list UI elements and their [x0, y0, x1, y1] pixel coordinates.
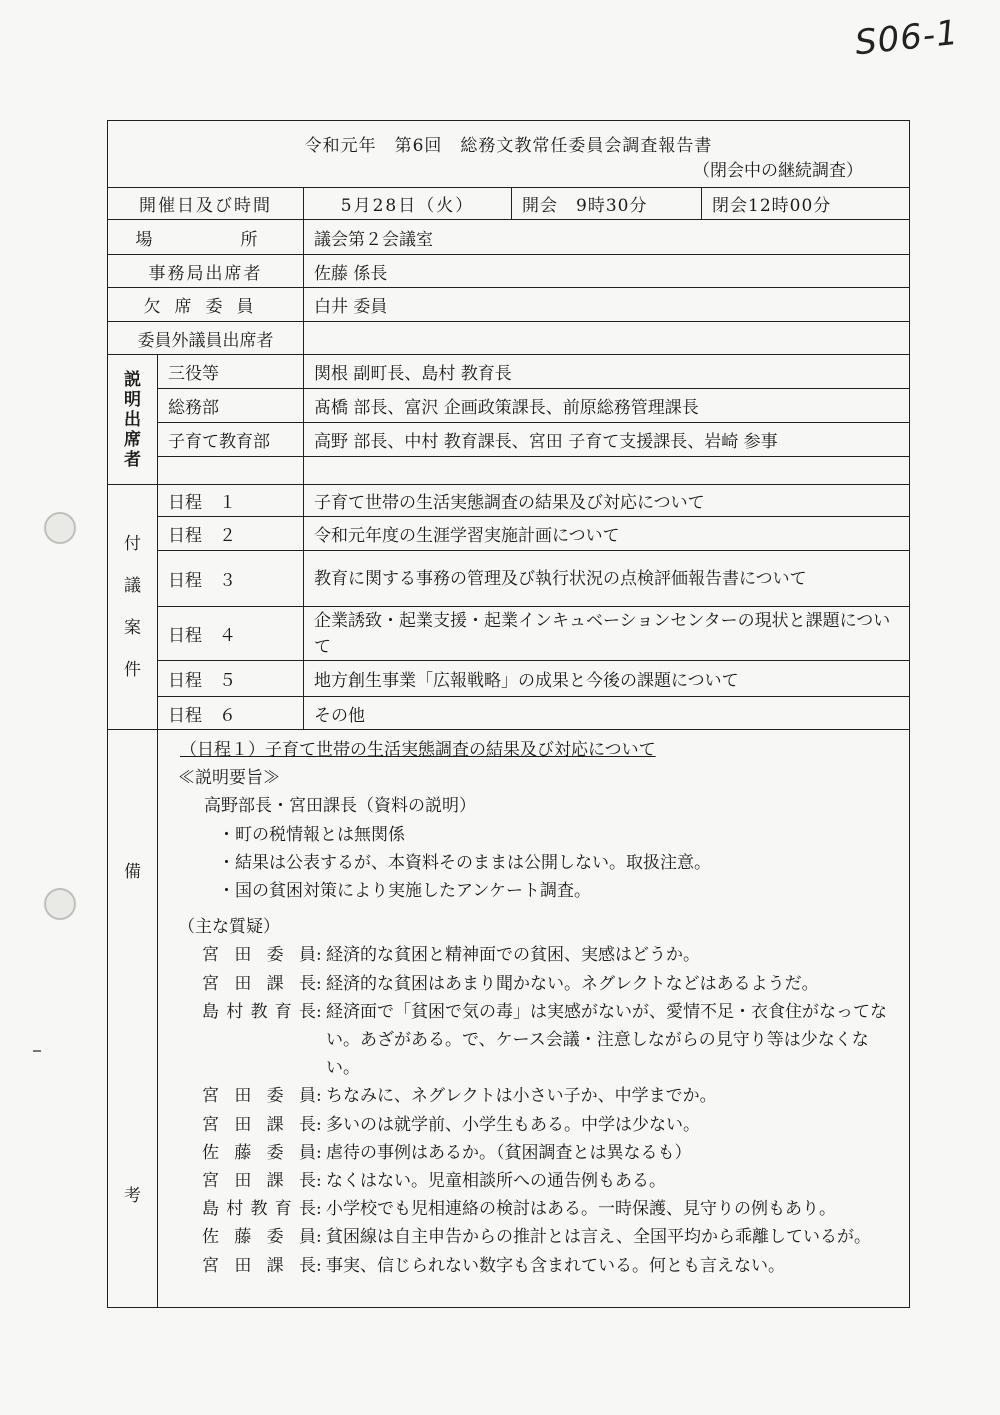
agenda-number: 日程 ６ [158, 697, 304, 730]
qa-entry: 宮田課長 : 多いのは就学前、小学生もある。中学は少ない。 [174, 1111, 899, 1139]
remarks-label [108, 730, 158, 1308]
report-title [108, 121, 910, 188]
meeting-open-time: 開会 9時30分 [512, 188, 702, 220]
report-table [107, 120, 910, 1308]
qa-entry: 宮田委員 : ちなみに、ネグレクトは小さい子か、中学までか。 [174, 1082, 899, 1110]
explain-point: ・結果は公表するが、本資料そのままは公開しない。取扱注意。 [218, 852, 711, 873]
agenda-title: 令和元年度の生涯学習実施計画について [304, 517, 910, 551]
agenda-title: 企業誘致・起業支援・起業インキュベーションセンターの現状と課題について [304, 607, 910, 661]
absent-value: 白井 委員 [304, 288, 910, 322]
place-label: 場 所 [108, 220, 304, 255]
explainer-people: 関根 副町長、島村 教育長 [304, 355, 910, 389]
qa-speaker: 宮田課長 [202, 973, 316, 994]
qa-speaker: 宮田委員 [202, 1086, 316, 1107]
explainer-people: 高野 部長、中村 教育課長、宮田 子育て支援課長、岩崎 参事 [304, 423, 910, 457]
agenda-number: 日程 ４ [158, 607, 304, 661]
secretariat-label: 事務局出席者 [108, 255, 304, 288]
agenda-title: 子育て世帯の生活実態調査の結果及び対応について [304, 485, 910, 517]
agenda-title: その他 [304, 697, 910, 730]
remarks-label-bottom: 考 [124, 1186, 141, 1206]
qa-speaker: 宮田課長 [202, 1255, 316, 1276]
remarks-label-top: 備 [124, 862, 141, 882]
agenda-label: 付 議 案 件 [108, 485, 158, 730]
qa-text: 事実、信じられない数字も含まれている。何とも言えない。 [326, 1255, 785, 1276]
explainer-dept: 子育て教育部 [158, 423, 304, 457]
explainer-dept: 総務部 [158, 389, 304, 423]
qa-speaker: 島村教育長 [202, 1001, 316, 1022]
agenda-title: 教育に関する事務の管理及び執行状況の点検評価報告書について [304, 551, 910, 607]
agenda-title: 地方創生事業「広報戦略」の成果と今後の課題について [304, 661, 910, 697]
qa-entry: 佐藤委員 : 虐待の事例はあるか。（貧困調査とは異なるも） [174, 1139, 899, 1167]
explainers-label: 説 明 出 席 者 [108, 355, 158, 485]
qa-entry: 島村教育長 : 経済面で「貧困で気の毒」は実感がないが、愛情不足・衣食住がなってない。あざがある。で、ケース会議・注意しながらの見守り等は少なくない。 [174, 998, 899, 1083]
qa-speaker: 佐藤委員 [202, 1227, 316, 1248]
qa-text: 経済的な貧困と精神面での貧困、実感はどうか。 [326, 945, 700, 966]
explain-point: ・国の貧困対策により実施したアンケート調査。 [218, 881, 591, 902]
explainer-dept: 三役等 [158, 355, 304, 389]
qa-entry: 宮田課長 : 事実、信じられない数字も含まれている。何とも言えない。 [174, 1252, 899, 1280]
qa-text: 多いのは就学前、小学生もある。中学は少ない。 [326, 1114, 700, 1135]
title-subtitle: （閉会中の継続調査） [693, 161, 863, 181]
agenda-number: 日程 ３ [158, 551, 304, 607]
qa-speaker: 島村教育長 [202, 1199, 316, 1220]
qa-speaker: 宮田委員 [202, 945, 316, 966]
qa-entry: 佐藤委員 : 貧困線は自主申告からの推計とは言え、全国平均から乖離しているが。 [174, 1223, 899, 1251]
qa-text: 経済面で「貧困で気の毒」は実感がないが、愛情不足・衣食住がなってない。あざがある。で、ケース会議・注意しながらの見守り等は少なくない。 [326, 1001, 887, 1079]
qa-entry: 島村教育長 : 小学校でも児相連絡の検討はある。一時保護、見守りの例もあり。 [174, 1195, 899, 1223]
meeting-date: 5月28日（火） [304, 188, 512, 220]
fold-mark [33, 1050, 41, 1052]
explain-heading: ≪説明要旨≫ [178, 768, 280, 789]
meeting-close-time: 閉会12時00分 [702, 188, 910, 220]
explainer-people: 髙橋 部長、富沢 企画政策課長、前原総務管理課長 [304, 389, 910, 423]
other-members-label: 委員外議員出席者 [108, 322, 304, 355]
remarks-body [158, 730, 910, 1308]
explainer-people [304, 457, 910, 485]
qa-text: 経済的な貧困はあまり聞かない。ネグレクトなどはあるようだ。 [326, 973, 819, 994]
title-main: 令和元年 第6回 総務文教常任委員会調査報告書 [304, 136, 713, 156]
absent-label: 欠席委員 [108, 288, 304, 322]
explain-speaker: 高野部長・宮田課長（資料の説明） [204, 796, 476, 817]
handwritten-doc-number: S06-1 [853, 12, 961, 64]
qa-entry: 宮田委員 : 経済的な貧困と精神面での貧困、実感はどうか。 [174, 941, 899, 969]
qa-heading: （主な質疑） [178, 917, 280, 938]
agenda-number: 日程 ５ [158, 661, 304, 697]
qa-speaker: 佐藤委員 [202, 1142, 316, 1163]
explainer-dept [158, 457, 304, 485]
secretariat-value: 佐藤 係長 [304, 255, 910, 288]
punch-hole-top [44, 512, 76, 544]
qa-entry: 宮田課長 : なくはない。児童相談所への通告例もある。 [174, 1167, 899, 1195]
qa-text: ちなみに、ネグレクトは小さい子か、中学までか。 [326, 1086, 717, 1107]
date-label: 開催日及び時間 [108, 188, 304, 220]
qa-entry: 宮田課長 : 経済的な貧困はあまり聞かない。ネグレクトなどはあるようだ。 [174, 970, 899, 998]
punch-hole-bottom [44, 888, 76, 920]
qa-text: 小学校でも児相連絡の検討はある。一時保護、見守りの例もあり。 [326, 1199, 836, 1220]
qa-text: 貧困線は自主申告からの推計とは言え、全国平均から乖離しているが。 [326, 1227, 872, 1248]
qa-text: 虐待の事例はあるか。（貧困調査とは異なるも） [326, 1142, 692, 1163]
qa-speaker: 宮田課長 [202, 1171, 316, 1192]
other-members-value [304, 322, 910, 355]
remarks-heading: （日程１）子育て世帯の生活実態調査の結果及び対応について [180, 740, 656, 760]
qa-speaker: 宮田課長 [202, 1114, 316, 1135]
agenda-number: 日程 １ [158, 485, 304, 517]
qa-text: なくはない。児童相談所への通告例もある。 [326, 1171, 666, 1192]
explain-point: ・町の税情報とは無関係 [218, 824, 405, 845]
place-value: 議会第２会議室 [304, 220, 910, 255]
agenda-number: 日程 ２ [158, 517, 304, 551]
